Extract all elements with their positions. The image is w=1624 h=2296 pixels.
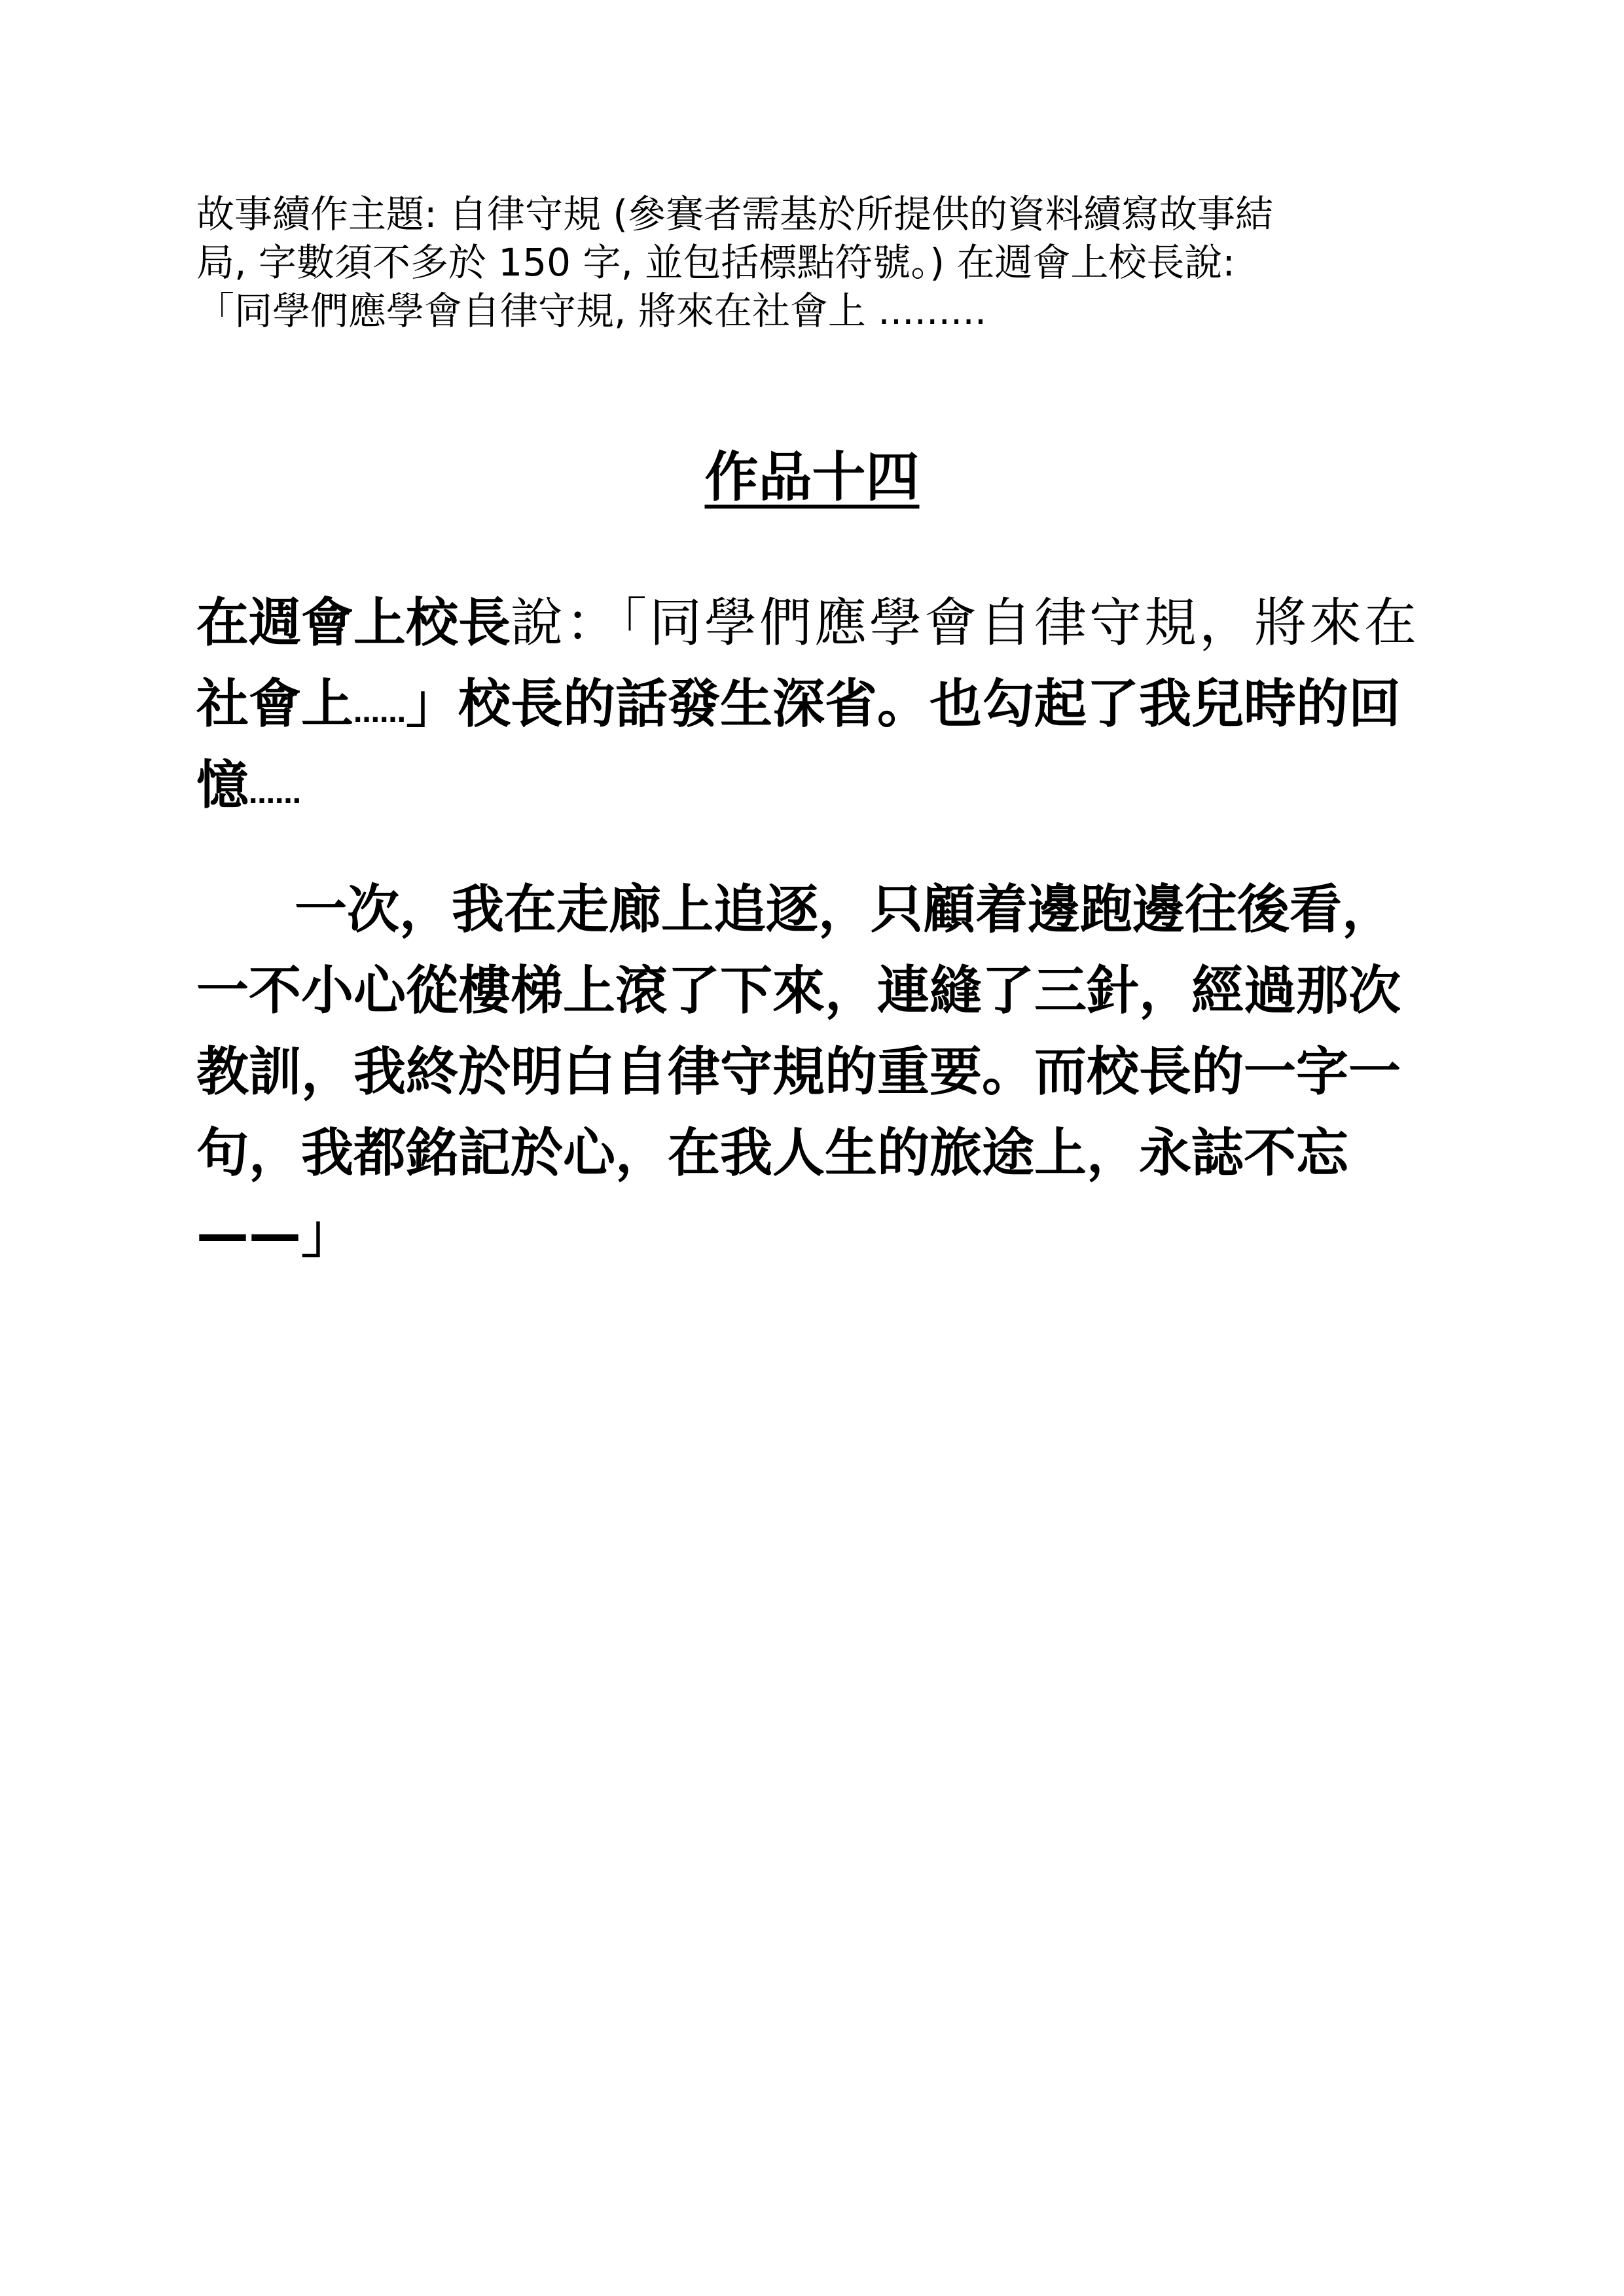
paragraph-line: [196, 583, 1479, 664]
paragraph-line: 一不小心從樓梯上滾了下來，連縫了三針，經過那次: [196, 960, 1401, 1021]
paragraph-line: [196, 745, 1479, 826]
text-run: 說：「同學們應學會自律守規，將來在: [511, 592, 1419, 653]
paragraph-line: 教訓，我終於明白自律守規的重要。而校長的一字一: [196, 1041, 1401, 1102]
work-title-text: 作品十四: [704, 446, 920, 509]
story-prompt: [196, 190, 1440, 335]
text-run: 社會上: [196, 673, 353, 734]
story-paragraph-memory: [196, 869, 1479, 1275]
paragraph-line: 句，我都銘記於心，在我人生的旅途上，永誌不忘: [196, 1122, 1348, 1183]
prompt-line: 「同學們應學會自律守規, 將來在社會上 .........: [196, 289, 987, 333]
ellipsis: ……: [353, 698, 406, 728]
paragraph-line: 一次，我在走廊上追逐，只顧着邊跑邊往後看，: [295, 879, 1394, 940]
paragraph-line: [196, 664, 1479, 745]
prompt-line: 故事續作主題: 自律守規 (參賽者需基於所提供的資料續寫故事結: [196, 192, 1274, 236]
story-paragraph-opening: [196, 583, 1479, 826]
paragraph-line: ——」: [196, 1204, 353, 1265]
text-run: 」校長的話發生深省。也勾起了我兒時的回: [406, 673, 1401, 734]
text-run: 憶: [196, 755, 249, 816]
ellipsis: ……: [249, 780, 301, 810]
prompt-line: 局, 字數須不多於 150 字, 並包括標點符號。) 在週會上校長說:: [196, 240, 1235, 285]
text-run: 在週會上校長: [196, 592, 511, 653]
work-title: [0, 445, 1624, 511]
